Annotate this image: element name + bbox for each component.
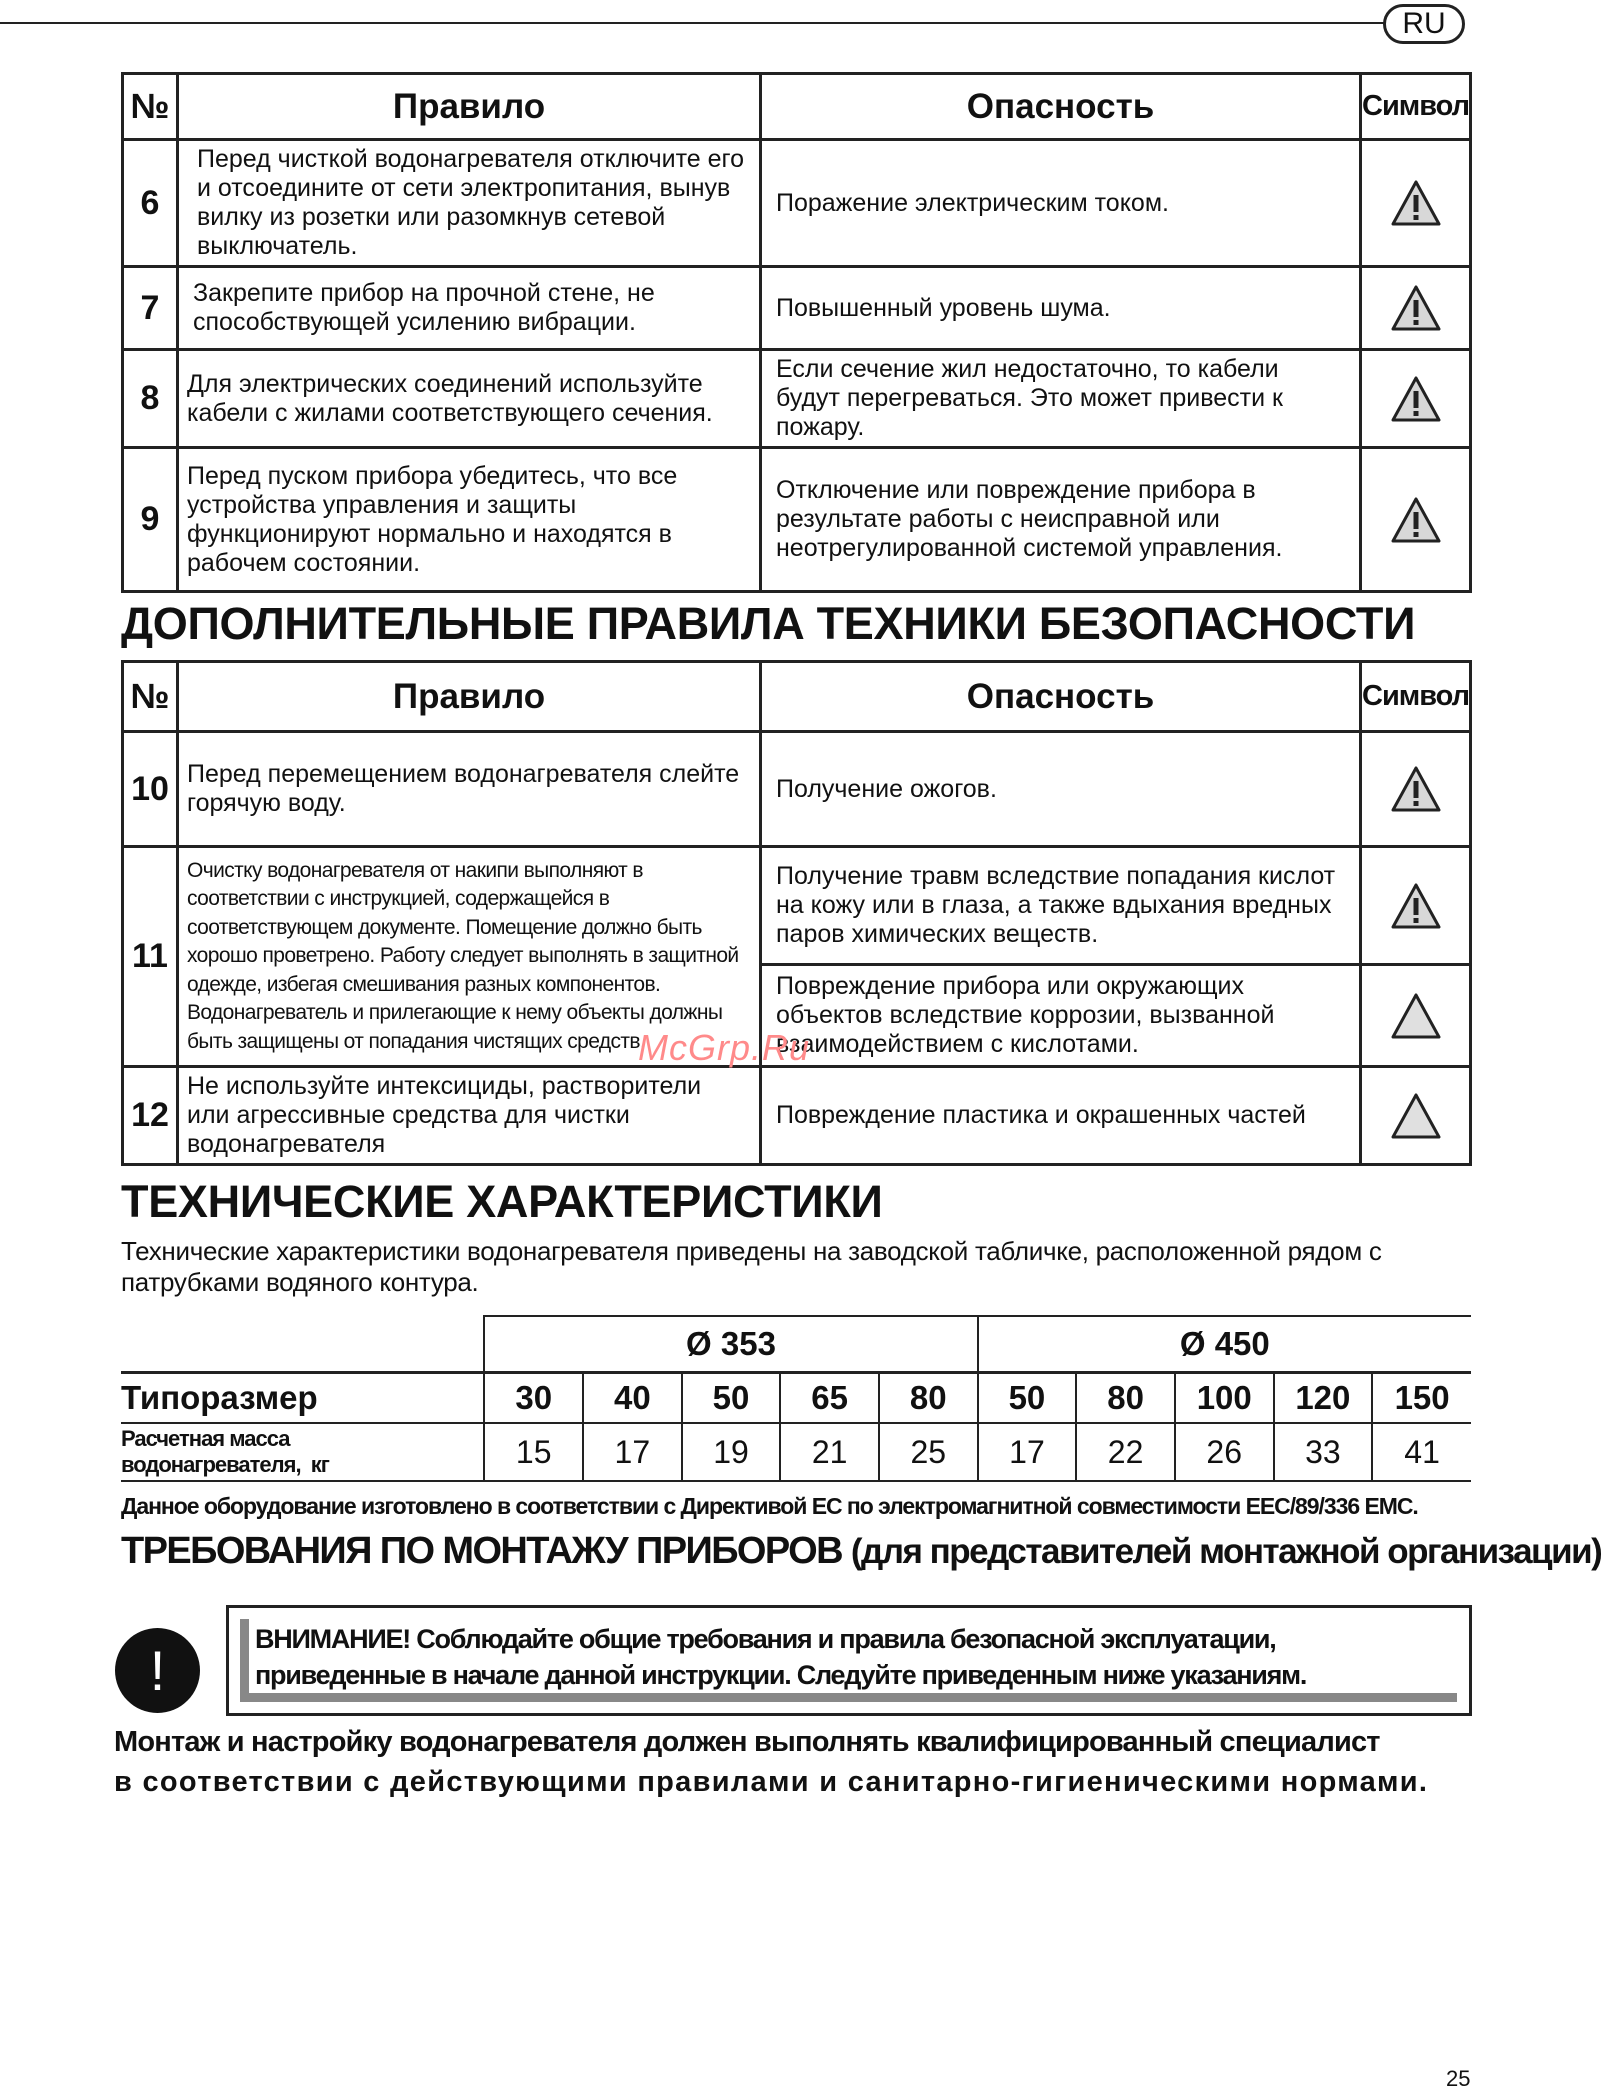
warning-triangle-icon	[1391, 766, 1441, 812]
mass-cell: 22	[1076, 1423, 1175, 1481]
page-number: 25	[1446, 2066, 1471, 2091]
column-header-danger: Опасность	[761, 662, 1361, 732]
size-cell: 80	[1076, 1373, 1175, 1424]
rule-number: 11	[123, 847, 178, 1067]
table-row	[123, 350, 1471, 448]
danger-text: Повреждение прибора или окружающих объектов вследствие коррозии, вызванной взаимодействием с кислотами.	[761, 965, 1361, 1067]
warning-triangle-icon	[1391, 285, 1441, 331]
table-row	[123, 448, 1471, 592]
size-cell: 50	[978, 1373, 1077, 1424]
rule-text: Перед чисткой водонагревателя отключите его и отсоедините от сети электропитания, вынув вилку из розетки или разомкнув сетевой выключатель.	[178, 140, 761, 267]
warning-line-1: ВНИМАНИЕ! Соблюдайте общие требования и правила безопасной эксплуатации,	[255, 1624, 1276, 1654]
column-header-rule: Правило	[178, 662, 761, 732]
mass-label: Расчетная масса водонагревателя,	[121, 1426, 301, 1477]
installation-heading-main: ТРЕБОВАНИЯ ПО МОНТАЖУ ПРИБОРОВ	[121, 1530, 842, 1572]
danger-text: Отключение или повреждение прибора в результате работы с неисправной или неотрегулированной системой управления.	[761, 448, 1361, 592]
warning-triangle-icon	[1391, 376, 1441, 422]
column-header-symbol: Символ	[1361, 662, 1471, 732]
diameter-row	[121, 1316, 1471, 1373]
rule-number: 10	[123, 732, 178, 847]
table-row	[123, 732, 1471, 847]
rule-number: 12	[123, 1067, 178, 1165]
section-heading-additional-rules: ДОПОЛНИТЕЛЬНЫЕ ПРАВИЛА ТЕХНИКИ БЕЗОПАСНОСТИ	[121, 598, 1416, 649]
tech-intro-paragraph: Технические характеристики водонагревателя приведены на заводской табличке, расположенной рядом с патрубками водяного контура.	[121, 1236, 1382, 1297]
size-cell: 30	[484, 1373, 583, 1424]
rule-text: Перед пуском прибора убедитесь, что все устройства управления и защиты функционируют нормально и находятся в рабочем состоянии.	[178, 448, 761, 592]
mass-row	[121, 1423, 1471, 1481]
mass-unit: кг	[310, 1452, 329, 1477]
table-row	[123, 267, 1471, 350]
rule-number: 8	[123, 350, 178, 448]
table-row	[123, 847, 1471, 965]
diameter-353-header: Ø 353	[484, 1316, 977, 1373]
top-rule	[0, 22, 1385, 24]
size-cell: 40	[583, 1373, 682, 1424]
rule-number: 7	[123, 267, 178, 350]
warning-line-2: приведенные в начале данной инструкции. Следуйте приведенным ниже указаниям.	[255, 1660, 1307, 1690]
safety-rules-table-1	[121, 72, 1472, 593]
warning-text	[240, 1619, 1457, 1702]
rule-number: 6	[123, 140, 178, 267]
column-header-num: №	[123, 74, 178, 140]
size-cell: 150	[1372, 1373, 1471, 1424]
rule-text: Закрепите прибор на прочной стене, не способствующей усилению вибрации.	[178, 267, 761, 350]
mass-cell: 41	[1372, 1423, 1471, 1481]
specs-table	[121, 1315, 1471, 1482]
qualified-line-2: в соответствии с действующими правилами и санитарно-гигиеническими нормами.	[114, 1766, 1429, 1798]
rule-text: Для электрических соединений используйте кабели с жилами соответствующего сечения.	[178, 350, 761, 448]
mass-label-cell	[121, 1423, 484, 1481]
table-row	[123, 140, 1471, 267]
column-header-symbol: Символ	[1361, 74, 1471, 140]
warning-triangle-icon	[1391, 497, 1441, 543]
column-header-danger: Опасность	[761, 74, 1361, 140]
watermark: McGrp.Ru	[638, 1027, 811, 1068]
caution-triangle-icon	[1391, 1093, 1441, 1139]
mass-cell: 17	[583, 1423, 682, 1481]
section-heading-tech-specs: ТЕХНИЧЕСКИЕ ХАРАКТЕРИСТИКИ	[121, 1176, 883, 1227]
qualified-line-1: Монтаж и настройку водонагревателя должен выполнять квалифицированный специалист	[114, 1726, 1380, 1758]
mass-cell: 15	[484, 1423, 583, 1481]
mass-cell: 33	[1274, 1423, 1373, 1481]
language-badge: RU	[1383, 4, 1465, 44]
exclamation-icon: !	[115, 1628, 200, 1713]
emc-directive-note: Данное оборудование изготовлено в соответствии с Директивой ЕС по электромагнитной совместимости EEC/89/336 EMC.	[121, 1493, 1418, 1519]
size-cell: 65	[780, 1373, 879, 1424]
qualified-installer-note	[114, 1722, 1474, 1802]
mass-cell: 19	[682, 1423, 781, 1481]
rule-text: Не используйте интексициды, растворители или агрессивные средства для чистки водонагревателя	[178, 1067, 761, 1165]
danger-text: Повышенный уровень шума.	[761, 267, 1361, 350]
mass-cell: 26	[1175, 1423, 1274, 1481]
size-cell: 50	[682, 1373, 781, 1424]
diameter-450-header: Ø 450	[978, 1316, 1471, 1373]
mass-cell: 21	[780, 1423, 879, 1481]
installation-heading-sub: (для представителей монтажной организации)	[850, 1532, 1601, 1571]
rule-text: Очистку водонагревателя от накипи выполняют в соответствии с инструкцией, содержащейся в соответствующем документе. Помещение должно быть хорошо проветрено. Работу следует выполнять в защитной одежде, избегая смешивания разных компонентов. Водонагреватель и прилегающие к нему объекты должны быть защищены от попадания чистящих средств.	[178, 847, 761, 1067]
danger-text: Поражение электрическим током.	[761, 140, 1361, 267]
installation-requirements-heading	[121, 1530, 1601, 1573]
warning-triangle-icon	[1391, 180, 1441, 226]
size-cell: 100	[1175, 1373, 1274, 1424]
caution-triangle-icon	[1391, 993, 1441, 1039]
column-header-num: №	[123, 662, 178, 732]
table-row	[123, 1067, 1471, 1165]
column-header-rule: Правило	[178, 74, 761, 140]
rule-text: Перед перемещением водонагревателя слейте горячую воду.	[178, 732, 761, 847]
mass-cell: 17	[978, 1423, 1077, 1481]
mass-cell: 25	[879, 1423, 978, 1481]
danger-text: Получение травм вследствие попадания кислот на кожу или в глаза, а также вдыхания вредных паров химических веществ.	[761, 847, 1361, 965]
warning-triangle-icon	[1391, 883, 1441, 929]
size-cell: 120	[1274, 1373, 1373, 1424]
safety-rules-table-2	[121, 660, 1472, 1166]
danger-text: Получение ожогов.	[761, 732, 1361, 847]
danger-text: Если сечение жил недостаточно, то кабели будут перегреваться. Это может привести к пожару.	[761, 350, 1361, 448]
warning-box	[226, 1605, 1472, 1716]
size-cell: 80	[879, 1373, 978, 1424]
size-row	[121, 1373, 1471, 1424]
danger-text: Повреждение пластика и окрашенных частей	[761, 1067, 1361, 1165]
rule-number: 9	[123, 448, 178, 592]
size-label: Типоразмер	[121, 1373, 484, 1424]
